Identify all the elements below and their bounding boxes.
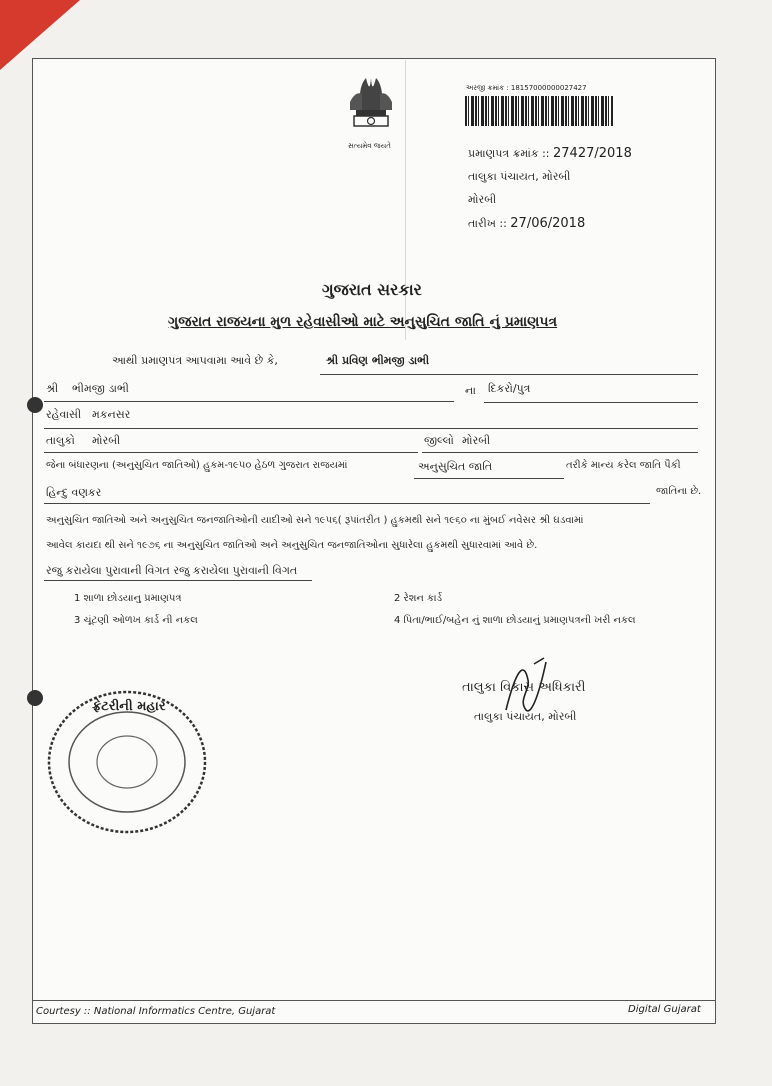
caste-line — [44, 503, 650, 504]
district: મોરબી — [462, 434, 491, 447]
ashoka-emblem-icon — [342, 68, 400, 148]
documents-heading-underline — [44, 580, 312, 581]
document-item-4: 4 પિતા/ભાઈ/બહેન નું શાળા છોડયાનું પ્રમાણપત્રની ખરી નકલ — [394, 615, 636, 626]
district-label: જીલ્લો — [424, 434, 454, 447]
certificate-title: ગુજરાત સરકાર — [322, 280, 422, 299]
emblem-caption: સત્યમેવ જયતે — [348, 142, 391, 150]
taluka-line — [44, 452, 418, 453]
intro-text: આથી પ્રમાણપત્ર આપવામા આવે છે કે, — [112, 354, 278, 367]
paragraph-line-1: અનુસુચિત જાતિઓ અને અનુસુચિત જનજાતિઓની યાદીઓ સને ૧૯૫૬( રૂપાંતરીત ) હુકમથી સને ૧૯૬૦ ના મુંબઈ નવેસર શ્રી ઘડવામાં — [46, 515, 584, 526]
taluka: મોરબી — [92, 434, 121, 447]
district-line — [422, 452, 698, 453]
order-text: જેના બંધારણના (અનુસુચિત જાતિઓ) હુકમ-૧૯૫૦ હેઠળ ગુજરાત રાજયમાં — [46, 460, 348, 471]
date-label: તારીખ :: — [468, 217, 507, 230]
relation-line — [484, 402, 698, 403]
application-number: અરજી ક્રમાંક : 18157000000027427 — [466, 84, 587, 92]
certificate-number-row — [468, 146, 632, 161]
footer-courtesy: Courtesy :: National Informatics Centre, Gujarat — [36, 1006, 276, 1017]
punch-hole-bottom — [27, 690, 43, 706]
recognized-text: તરીકે માન્ય કરેલ જાતિ પૈકી — [566, 460, 681, 471]
holder-name-line — [320, 374, 698, 375]
date-row — [468, 216, 585, 231]
document-item-3: 3 ચૂંટણી ઓળખ કાર્ડ ની નકલ — [74, 615, 198, 626]
paragraph-line-2: આવેલ કાયદા થી સને ૧૯૭૬ ના અનુસુચિત જાતિઓ અને અનુસુચિત જનજાતિઓના સુધારેલા હુકમથી સુધારવામાં આવે છે. — [46, 540, 538, 551]
barcode — [465, 96, 613, 126]
taluka-label: તાલુકો — [46, 434, 75, 447]
office-seal-icon — [46, 688, 208, 836]
signatory-office: તાલુકા પંચાયત, મોરબી — [474, 710, 577, 723]
father-prefix: શ્રી — [46, 382, 59, 395]
office-name: તાલુકા પંચાયત, મોરબી — [468, 170, 571, 183]
relation: દિકરો/પુત્ર — [488, 382, 531, 395]
certificate-subtitle: ગુજરાત રાજયના મુળ રહેવાસીઓ માટે અનુસુચિત જાતિ નું પ્રમાણપત્ર — [168, 314, 558, 330]
residence: મકનસર — [92, 408, 131, 421]
certificate-number-sep: :: — [542, 147, 550, 160]
document-item-1: 1 શાળા છોડયાનુ પ્રમાણપત્ર — [74, 593, 182, 604]
caste: હિન્દુ વણકર — [46, 486, 102, 499]
certificate-number: 27427/2018 — [553, 146, 632, 161]
residence-label: રહેવાસી — [46, 408, 82, 421]
documents-heading: રજુ કરાયેલા પુરાવાની વિગત રજુ કરાયેલા પુરાવાની વિગત — [46, 564, 298, 577]
residence-line — [44, 428, 698, 429]
relation-prefix: ના — [465, 384, 476, 397]
footer-digital-gujarat: Digital Gujarat — [628, 1004, 701, 1015]
certificate-number-label: પ્રમાણપત્ર ક્રમાંક — [468, 147, 539, 160]
place-name: મોરબી — [468, 193, 497, 206]
signatory-designation: તાલુકા વિકાસ અધિકારી — [462, 680, 586, 695]
date-value: 27/06/2018 — [510, 216, 586, 231]
category-line — [414, 478, 564, 479]
punch-hole-top — [27, 397, 43, 413]
holder-name: શ્રી પ્રવિણ ભીમજી ડાભી — [326, 354, 430, 367]
document-item-2: 2 રેશન કાર્ડ — [394, 593, 443, 604]
father-line — [44, 401, 454, 402]
caste-suffix: જાતિના છે. — [656, 486, 702, 497]
category: અનુસુચિત જાતિ — [418, 460, 493, 473]
father-name: ભીમજી ડાભી — [72, 382, 129, 395]
seal-text: ફ્રેટરીની મહાર — [92, 699, 166, 714]
